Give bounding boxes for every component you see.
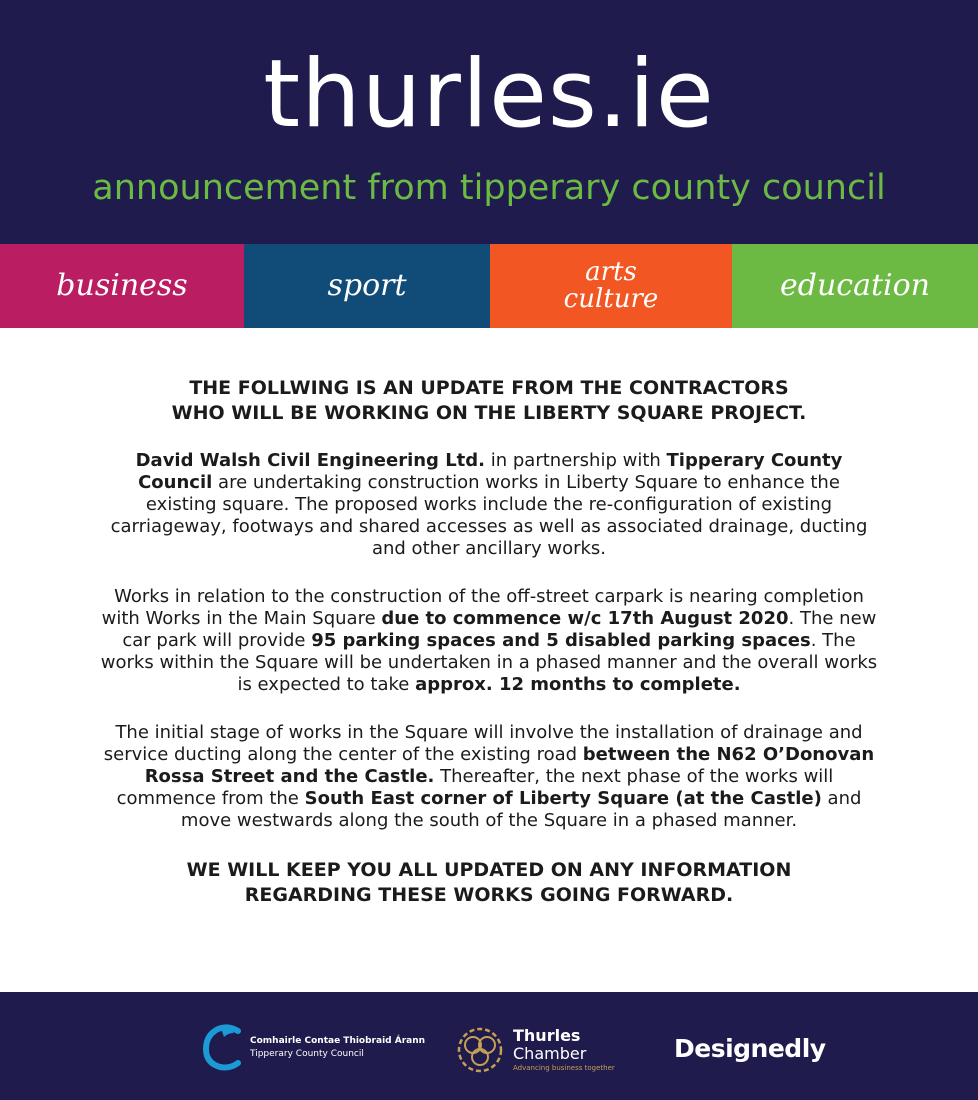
category-sport-label: sport <box>327 268 407 303</box>
notice-body <box>100 376 878 908</box>
commence-date: due to commence w/c 17th August 2020 <box>381 608 789 629</box>
p1-text1: in partnership with <box>485 450 667 471</box>
chamber-name-line1: Thurles <box>513 1026 581 1045</box>
duration: approx. 12 months to complete. <box>415 674 741 695</box>
site-brand: thurles.ie <box>263 40 715 149</box>
council-logo <box>198 1023 428 1071</box>
closing-line2: REGARDING THESE WORKS GOING FORWARD. <box>244 884 734 906</box>
next-phase-location: South East corner of Liberty Square (at the Castle) <box>304 788 822 809</box>
category-arts-label: arts <box>585 257 637 287</box>
announcement-subtitle: announcement from tipperary county council <box>92 168 886 208</box>
paragraph-phases <box>100 722 878 832</box>
p3-text2: Thereafter, the next phase of the works will commence from the <box>116 766 834 809</box>
chamber-name-line2: Chamber <box>513 1044 587 1063</box>
parking-spaces: 95 parking spaces and 5 disabled parking spaces <box>311 630 811 651</box>
chamber-logo <box>456 1022 626 1078</box>
category-business <box>0 244 244 328</box>
category-education-label: education <box>780 268 930 303</box>
p2-text2: . The new car park will provide <box>122 608 877 651</box>
contractor-name: David Walsh Civil Engineering Ltd. <box>135 450 486 471</box>
chamber-knot-logo-icon <box>456 1026 504 1074</box>
council-name: Tipperary County Council <box>138 450 843 493</box>
notice-heading-line2: WHO WILL BE WORKING ON THE LIBERTY SQUARE PROJECT. <box>171 402 807 424</box>
council-irish-name: Comhairle Contae Thiobraid Árann <box>250 1036 426 1046</box>
p2-text1: Works in relation to the construction of the off-street carpark is nearing completion with Works in the Main Square <box>101 586 864 629</box>
category-culture-label: culture <box>563 284 659 314</box>
category-sport <box>244 244 490 328</box>
council-english-name: Tipperary County Council <box>250 1049 364 1059</box>
paragraph-contractor <box>100 450 878 560</box>
category-business-label: business <box>56 268 188 303</box>
p1-text2: are undertaking construction works in Liberty Square to enhance the existing square. The proposed works include the re-configuration of existing carriageway, footways and shared accesses as well as associated drainage, ducting and other ancillary works. <box>110 472 868 559</box>
category-strip <box>0 244 978 328</box>
p3-text1: The initial stage of works in the Square will involve the installation of drainage and service ducting along the center of the existing road <box>103 722 863 765</box>
closing-statement <box>100 858 878 908</box>
council-c-logo-icon <box>198 1023 244 1071</box>
closing-line1: WE WILL KEEP YOU ALL UPDATED ON ANY INFORMATION <box>186 859 792 881</box>
category-education <box>732 244 978 328</box>
p2-text3: . The works within the Square will be undertaken in a phased manner and the overall works is expected to take <box>100 630 878 695</box>
designedly-logo: Designedly <box>674 1034 826 1063</box>
paragraph-carpark <box>100 586 878 696</box>
chamber-tagline: Advancing business together <box>513 1064 615 1072</box>
first-phase-location: between the N62 O’Donovan Rossa Street and the Castle. <box>144 744 875 787</box>
notice-heading-line1: THE FOLLWING IS AN UPDATE FROM THE CONTRACTORS <box>189 377 789 399</box>
header-banner <box>0 0 978 244</box>
notice-heading <box>100 376 878 426</box>
p3-text3: and move westwards along the south of the Square in a phased manner. <box>180 788 862 831</box>
category-arts-culture <box>490 244 732 328</box>
